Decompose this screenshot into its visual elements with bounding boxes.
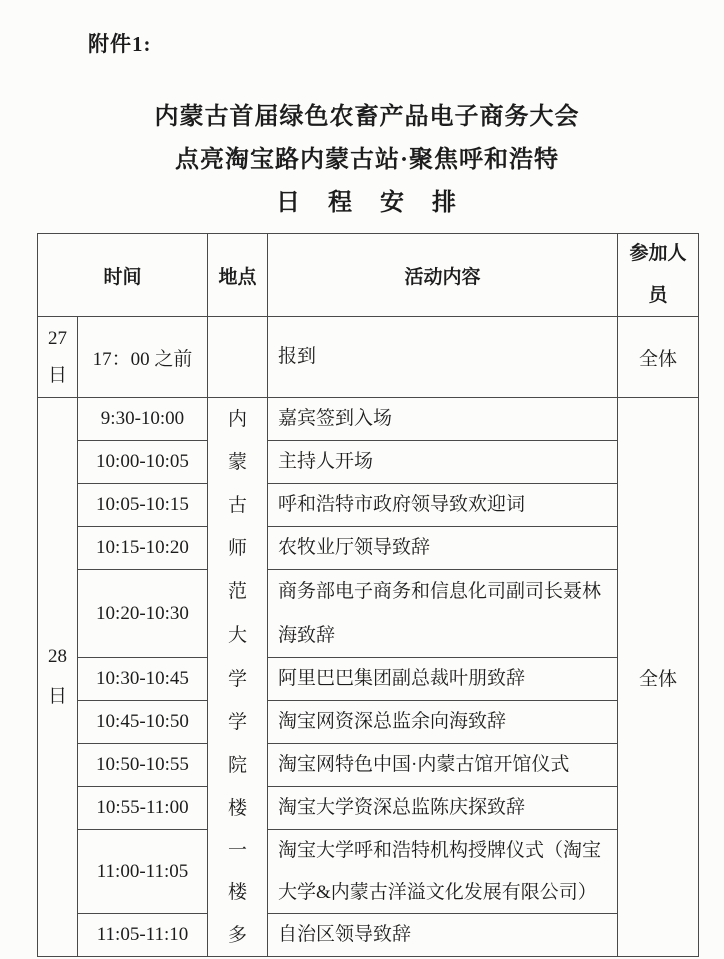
location-char: 楼 bbox=[227, 798, 247, 819]
location-char: 多 bbox=[227, 925, 247, 946]
location-char: 古 bbox=[227, 495, 247, 516]
activity-cell: 自治区领导致辞 bbox=[268, 914, 618, 957]
activity-cell: 淘宝大学资深总监陈庆探致辞 bbox=[268, 787, 618, 830]
time-cell: 10:55-11:00 bbox=[78, 787, 208, 830]
activity-cell: 呼和浩特市政府领导致欢迎词 bbox=[268, 484, 618, 527]
header-participants-label: 参加人员 bbox=[629, 243, 687, 306]
location-cell-empty bbox=[208, 317, 268, 398]
location-char: 学 bbox=[227, 669, 247, 690]
location-char: 师 bbox=[227, 538, 247, 559]
time-cell: 10:05-10:15 bbox=[78, 484, 208, 527]
time-cell: 9:30-10:00 bbox=[78, 398, 208, 441]
activity-cell: 报到 bbox=[268, 317, 618, 398]
location-char: 院 bbox=[227, 755, 247, 776]
day-cell-27 bbox=[38, 317, 78, 398]
attachment-label: 附件1: bbox=[88, 32, 152, 56]
activity-cell: 淘宝大学呼和浩特机构授牌仪式（淘宝大学&内蒙古洋溢文化发展有限公司） bbox=[268, 830, 618, 914]
header-location: 地点 bbox=[208, 234, 268, 317]
day-label-27: 27日 bbox=[47, 328, 67, 386]
activity-cell: 阿里巴巴集团副总裁叶朋致辞 bbox=[268, 658, 618, 701]
title-line-3: 日 程 安 排 bbox=[276, 190, 458, 216]
title-line-1: 内蒙古首届绿色农畜产品电子商务大会 bbox=[154, 104, 580, 130]
time-cell: 10:45-10:50 bbox=[78, 701, 208, 744]
header-time: 时间 bbox=[38, 234, 208, 317]
activity-cell: 淘宝网资深总监余向海致辞 bbox=[268, 701, 618, 744]
location-char: 范大 bbox=[227, 581, 247, 646]
participants-cell-28: 全体 bbox=[618, 398, 699, 957]
header-activity: 活动内容 bbox=[268, 234, 618, 317]
location-cell-merged bbox=[208, 398, 268, 957]
location-char: 一楼 bbox=[227, 840, 247, 903]
title-line-2: 点亮淘宝路内蒙古站·聚焦呼和浩特 bbox=[174, 147, 559, 173]
activity-cell: 商务部电子商务和信息化司副司长聂林海致辞 bbox=[268, 570, 618, 658]
time-cell: 11:00-11:05 bbox=[78, 830, 208, 914]
activity-cell: 嘉宾签到入场 bbox=[268, 398, 618, 441]
time-cell: 10:00-10:05 bbox=[78, 441, 208, 484]
participants-cell-27: 全体 bbox=[618, 317, 699, 398]
schedule-table bbox=[37, 233, 699, 957]
time-cell: 11:05-11:10 bbox=[78, 914, 208, 957]
location-vertical-text bbox=[208, 398, 267, 957]
time-cell: 17：00 之前 bbox=[78, 317, 208, 398]
header-participants bbox=[618, 234, 699, 317]
time-cell: 10:30-10:45 bbox=[78, 658, 208, 701]
time-cell: 10:50-10:55 bbox=[78, 744, 208, 787]
time-cell: 10:20-10:30 bbox=[78, 570, 208, 658]
day-label-28: 28日 bbox=[47, 646, 67, 707]
time-cell: 10:15-10:20 bbox=[78, 527, 208, 570]
day-cell-28 bbox=[38, 398, 78, 957]
activity-cell: 农牧业厅领导致辞 bbox=[268, 527, 618, 570]
activity-cell: 主持人开场 bbox=[268, 441, 618, 484]
location-char: 内 bbox=[227, 409, 247, 430]
location-char: 学 bbox=[227, 712, 247, 733]
activity-cell: 淘宝网特色中国·内蒙古馆开馆仪式 bbox=[268, 744, 618, 787]
document-title bbox=[0, 96, 724, 225]
location-char: 蒙 bbox=[227, 452, 247, 473]
